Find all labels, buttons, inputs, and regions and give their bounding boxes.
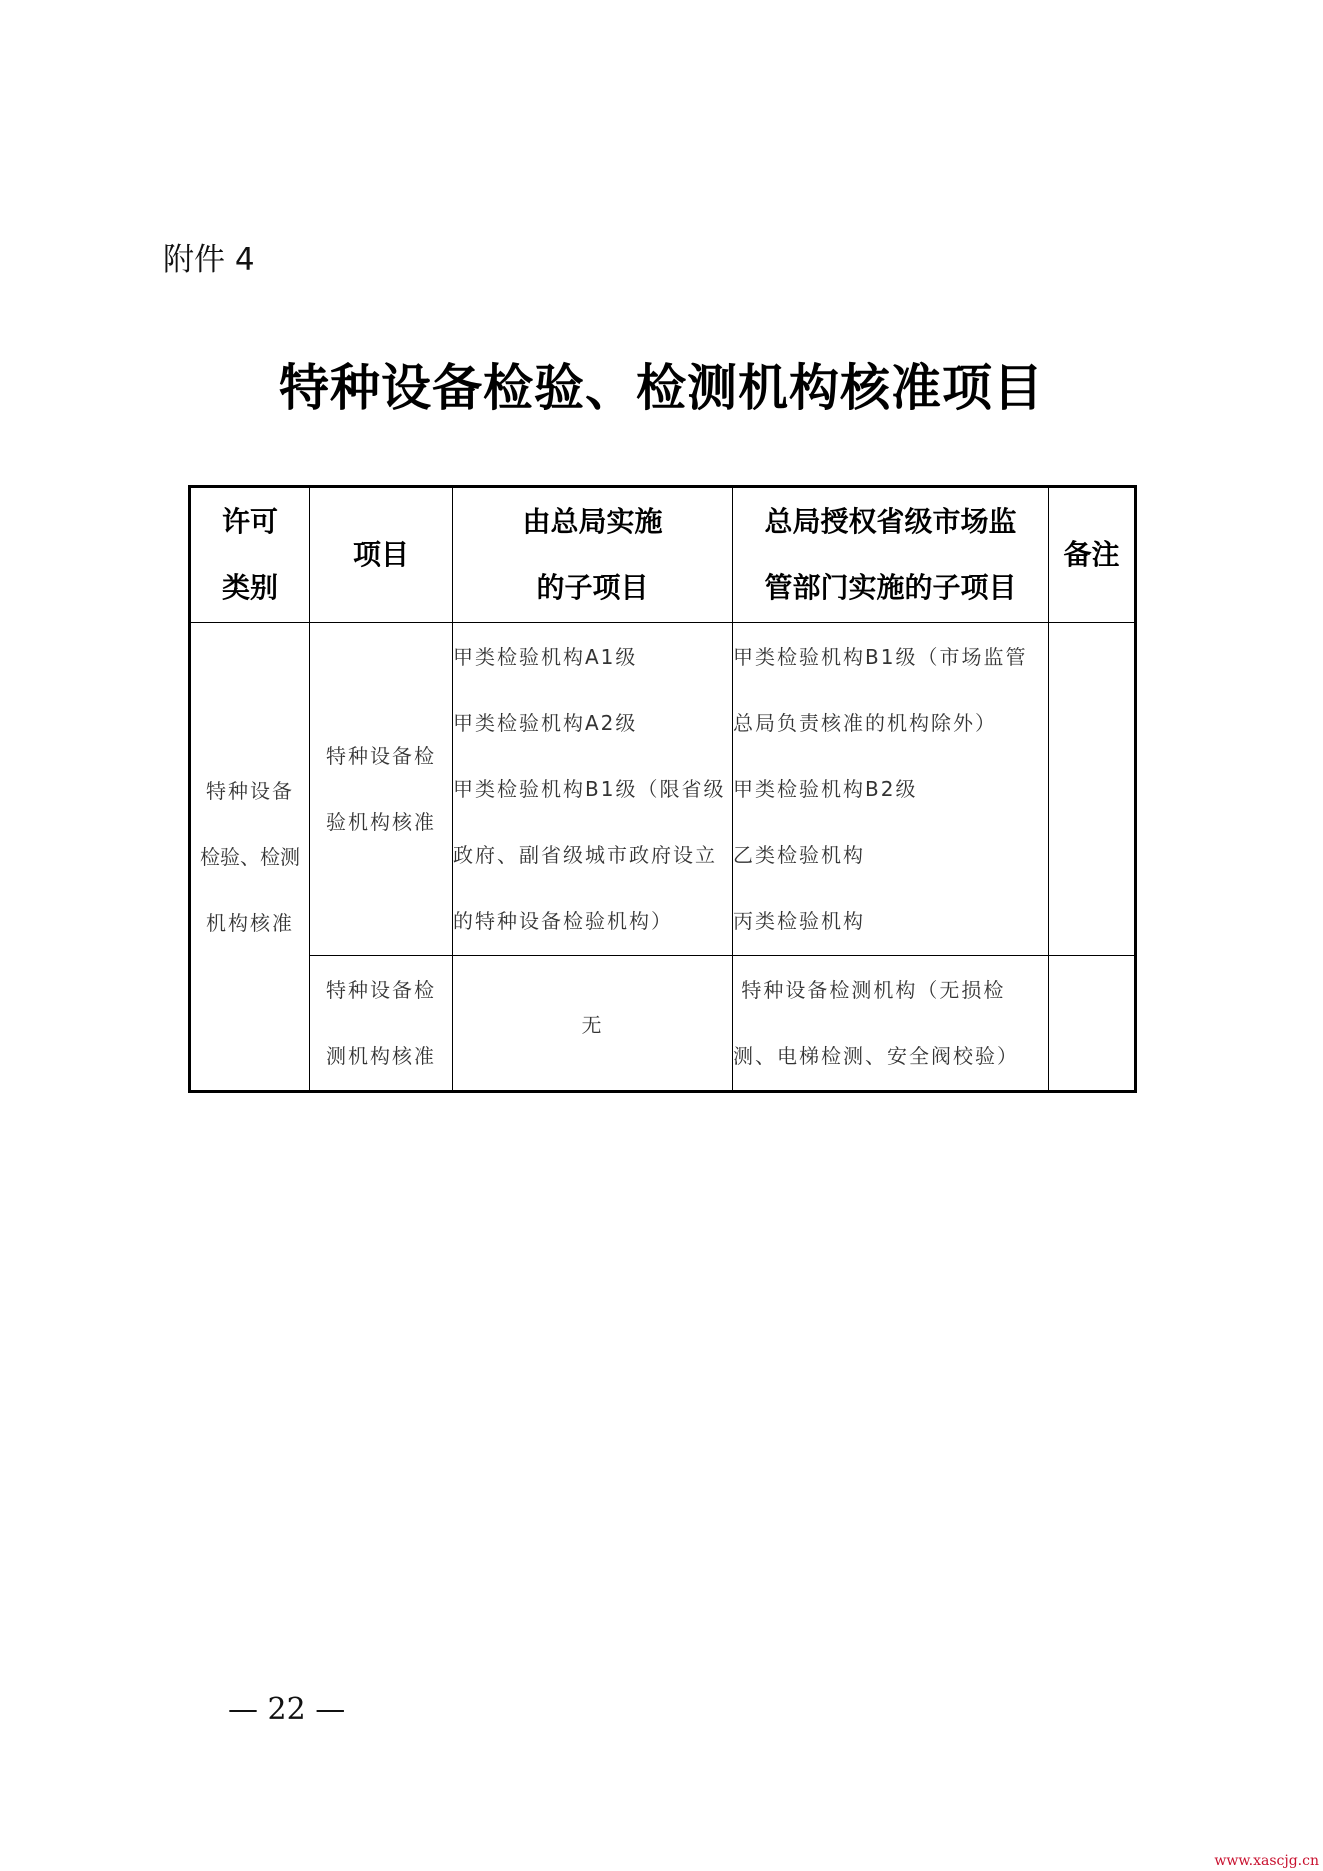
item-text: 验机构核准 bbox=[326, 810, 436, 834]
table-row bbox=[190, 623, 1136, 956]
header-remark bbox=[1049, 487, 1136, 623]
table-header-row bbox=[190, 487, 1136, 623]
header-hq-subitems bbox=[453, 487, 733, 623]
subitem-text: 政府、副省级城市政府设立 bbox=[453, 843, 717, 867]
subitem-text: 甲类检验机构B2级 bbox=[733, 777, 918, 801]
provincial-subitems-cell bbox=[733, 623, 1049, 956]
hq-subitems-cell bbox=[453, 623, 733, 956]
table-row bbox=[190, 956, 1136, 1092]
subitem-text: 甲类检验机构A1级 bbox=[453, 645, 638, 669]
subitem-text: 特种设备检测机构（无损检 bbox=[733, 978, 1006, 1002]
header-text: 项目 bbox=[352, 538, 409, 571]
header-text: 类别 bbox=[221, 571, 278, 604]
remark-cell bbox=[1049, 956, 1136, 1092]
watermark: www.xascjg.cn bbox=[1214, 1853, 1319, 1869]
subitem-text: 无 bbox=[581, 1012, 604, 1037]
header-text: 的子项目 bbox=[536, 571, 649, 604]
item-text: 测机构核准 bbox=[326, 1044, 436, 1068]
provincial-subitems-cell bbox=[733, 956, 1049, 1092]
subitem-text: 甲类检验机构A2级 bbox=[453, 711, 638, 735]
header-text: 备注 bbox=[1063, 538, 1120, 571]
attachment-label: 附件 4 bbox=[163, 242, 255, 278]
approval-items-table bbox=[188, 485, 1137, 1093]
subitem-text: 的特种设备检验机构） bbox=[453, 909, 673, 933]
subitem-text: 甲类检验机构B1级（限省级 bbox=[453, 777, 726, 801]
header-text: 总局授权省级市场监 bbox=[764, 505, 1017, 538]
subitem-text: 测、电梯检测、安全阀校验） bbox=[733, 1044, 1019, 1068]
subitem-text: 甲类检验机构B1级（市场监管 bbox=[733, 645, 1028, 669]
category-text: 检验、检测 bbox=[200, 844, 300, 869]
header-provincial-subitems bbox=[733, 487, 1049, 623]
header-text: 由总局实施 bbox=[522, 505, 663, 538]
item-cell bbox=[310, 623, 453, 956]
subitem-text: 丙类检验机构 bbox=[733, 909, 865, 933]
hq-subitems-cell bbox=[453, 956, 733, 1092]
item-text: 特种设备检 bbox=[326, 978, 436, 1002]
document-title: 特种设备检验、检测机构核准项目 bbox=[279, 358, 1044, 417]
header-text: 许可 bbox=[221, 505, 278, 538]
item-cell bbox=[310, 956, 453, 1092]
header-text: 管部门实施的子项目 bbox=[764, 571, 1017, 604]
item-text: 特种设备检 bbox=[326, 744, 436, 768]
category-text: 机构核准 bbox=[206, 910, 294, 935]
page-number: — 22 — bbox=[228, 1692, 346, 1727]
category-text: 特种设备 bbox=[206, 778, 294, 803]
header-item bbox=[310, 487, 453, 623]
remark-cell bbox=[1049, 623, 1136, 956]
category-cell bbox=[190, 623, 310, 1092]
subitem-text: 总局负责核准的机构除外） bbox=[733, 711, 997, 735]
header-license-category bbox=[190, 487, 310, 623]
subitem-text: 乙类检验机构 bbox=[733, 843, 865, 867]
